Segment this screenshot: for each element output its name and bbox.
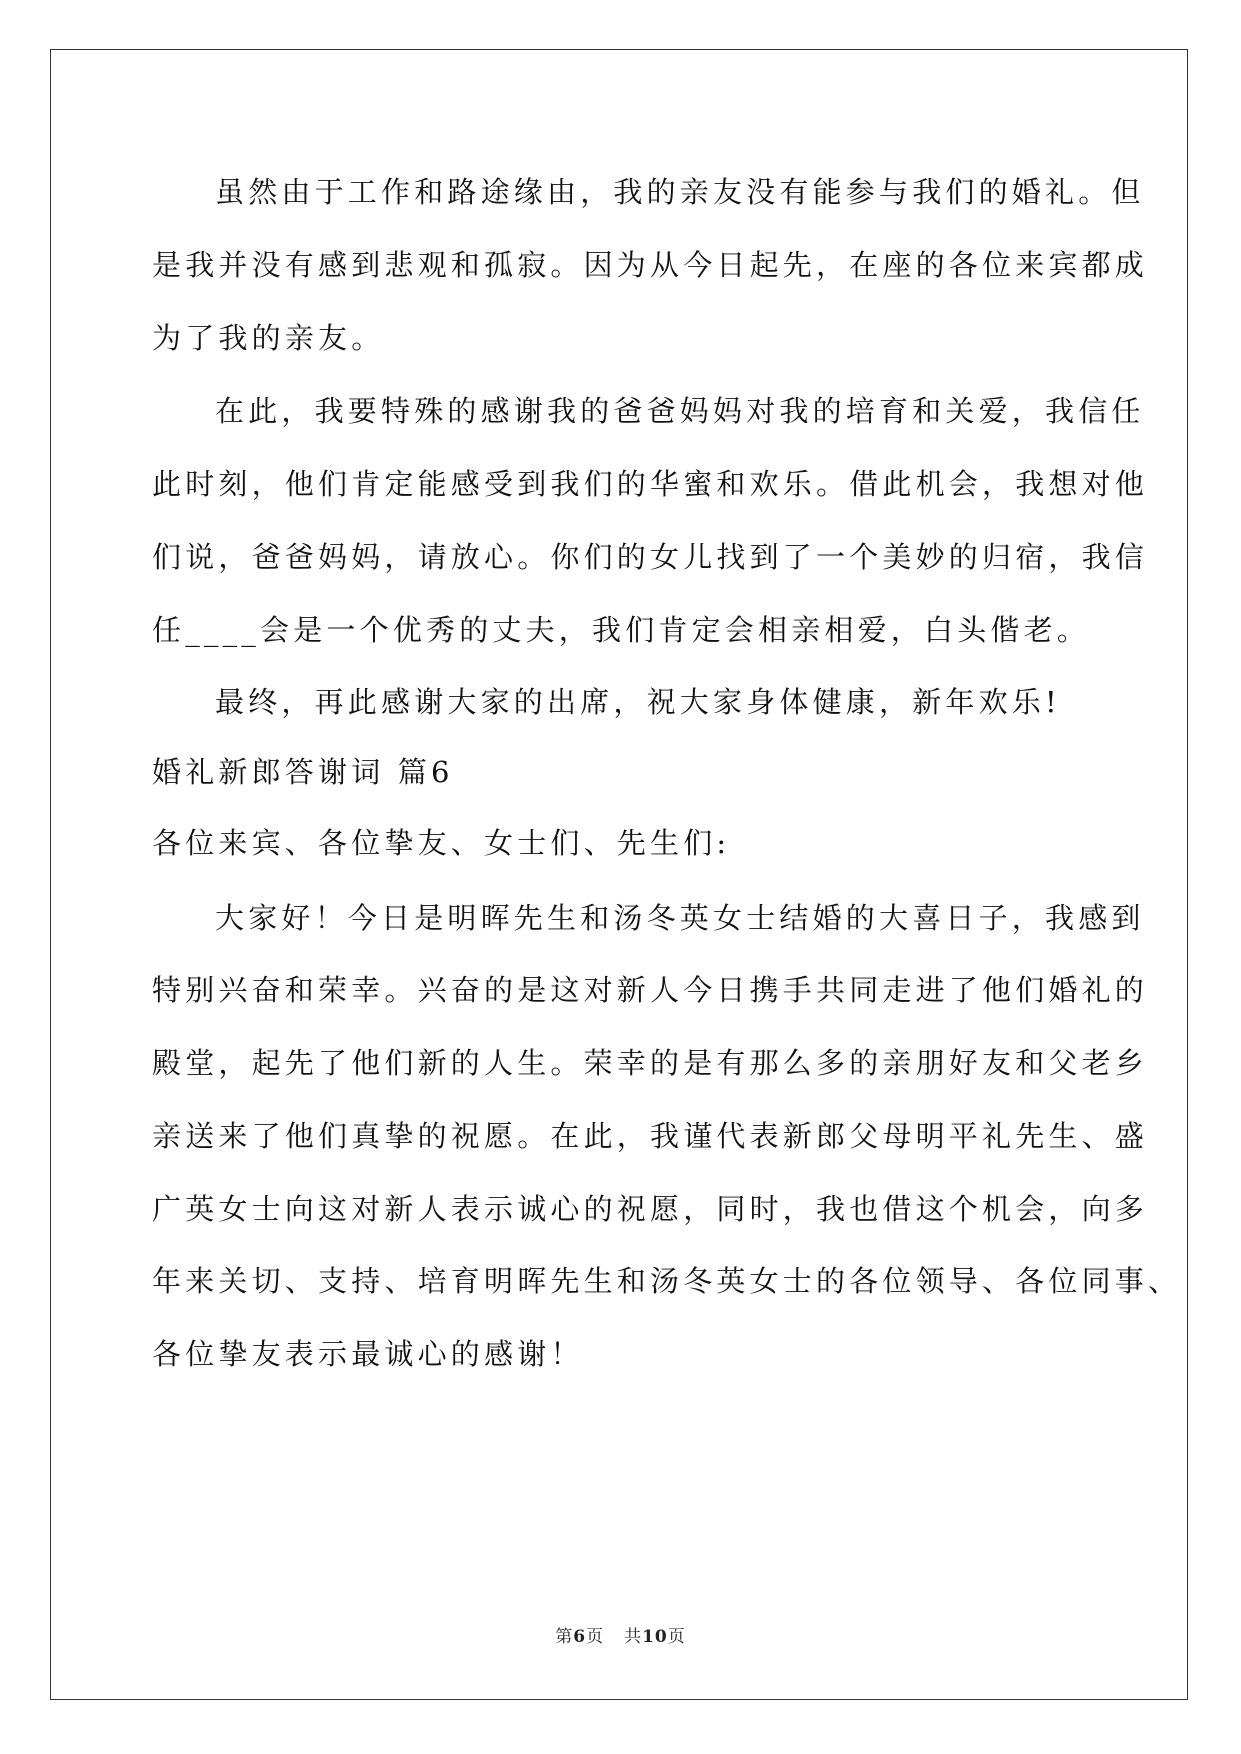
page-border [50,49,1188,1700]
paragraph-line: 任____会是一个优秀的丈夫，我们肯定会相亲相爱，白头偕老。 [152,613,1091,647]
paragraph-line: 是我并没有感到悲观和孤寂。因为从今日起先，在座的各位来宾都成 [152,248,1149,282]
paragraph-line: 最终，再此感谢大家的出席，祝大家身体健康，新年欢乐! [215,685,1061,719]
paragraph-line: 大家好！今日是明晖先生和汤冬英女士结婚的大喜日子，我感到 [215,901,1145,935]
section-heading: 婚礼新郎答谢词 篇6 [152,755,454,789]
total-suffix: 页 [667,1627,686,1647]
paragraph-line: 广英女士向这对新人表示诚心的祝愿，同时，我也借这个机会，向多 [152,1192,1149,1226]
paragraph-line: 此时刻，他们肯定能感受到我们的华蜜和欢乐。借此机会，我想对他 [152,467,1149,501]
paragraph-line: 为了我的亲友。 [152,321,385,355]
page-suffix: 页 [586,1627,605,1647]
paragraph-line: 年来关切、支持、培育明晖先生和汤冬英女士的各位领导、各位同事、 [152,1264,1182,1298]
total-prefix: 共 [624,1627,643,1647]
paragraph-line: 在此，我要特殊的感谢我的爸爸妈妈对我的培育和关爱，我信任 [215,394,1145,428]
salutation-line: 各位来宾、各位挚友、女士们、先生们: [152,826,731,860]
page-prefix: 第 [555,1627,574,1647]
current-page-number: 6 [573,1627,587,1647]
total-page-count: 10 [642,1627,668,1647]
paragraph-line: 各位挚友表示最诚心的感谢！ [152,1337,584,1371]
paragraph-line: 特别兴奋和荣幸。兴奋的是这对新人今日携手共同走进了他们婚礼的 [152,973,1149,1007]
paragraph-line: 们说，爸爸妈妈，请放心。你们的女儿找到了一个美妙的归宿，我信 [152,540,1149,574]
paragraph-line: 殿堂，起先了他们新的人生。荣幸的是有那么多的亲朋好友和父老乡 [152,1046,1149,1080]
paragraph-line: 亲送来了他们真挚的祝愿。在此，我谨代表新郎父母明平礼先生、盛 [152,1119,1149,1153]
page-footer [0,1622,1241,1647]
paragraph-line: 虽然由于工作和路途缘由，我的亲友没有能参与我们的婚礼。但 [215,175,1145,209]
